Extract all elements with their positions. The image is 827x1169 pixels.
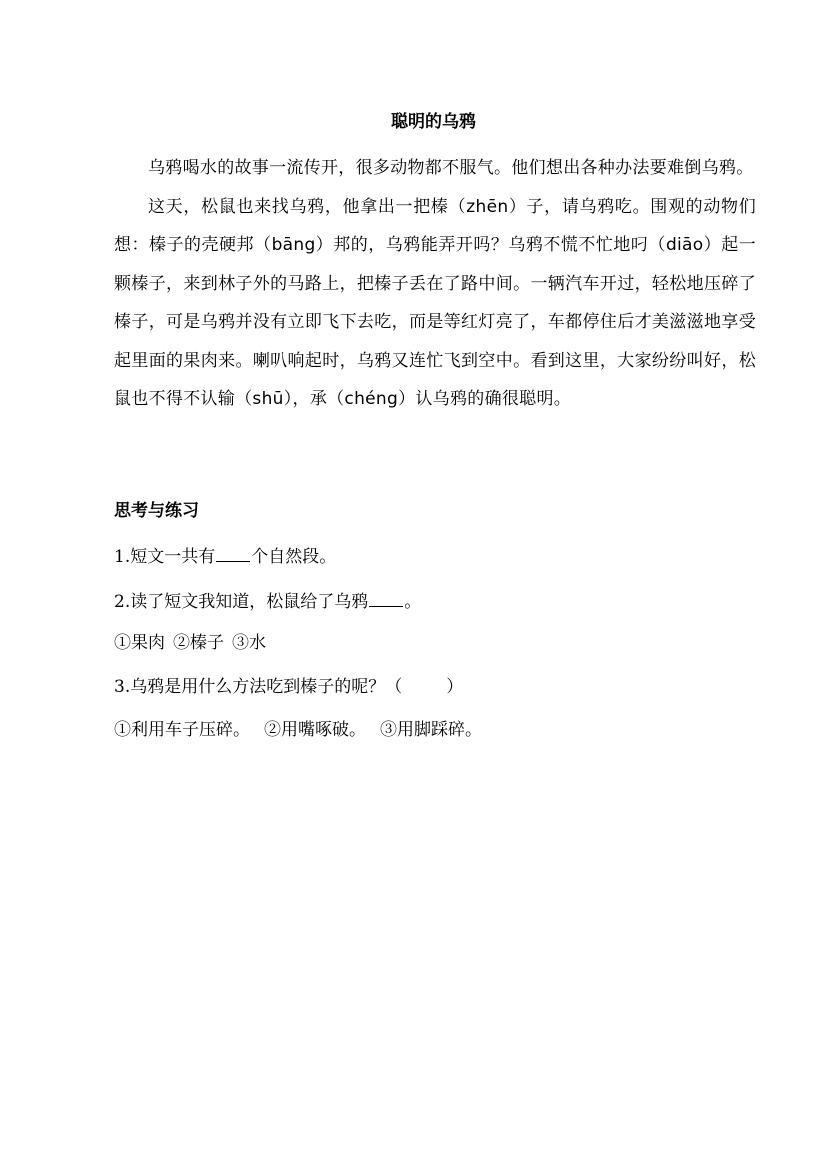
- option-3[interactable]: ③水: [232, 633, 266, 653]
- question-text: 个自然段。: [251, 547, 337, 567]
- paragraph-text: ），承（: [283, 389, 345, 409]
- question-text: ）: [446, 677, 464, 697]
- question-2-options: [114, 631, 266, 655]
- option-3[interactable]: ③用脚踩碎。: [380, 720, 482, 740]
- option-2[interactable]: ②用嘴啄破。: [264, 720, 366, 740]
- answer-blank[interactable]: [369, 588, 403, 607]
- story-paragraph-2: [114, 188, 756, 419]
- answer-blank[interactable]: [216, 543, 250, 562]
- page-title: 聪明的乌鸦: [391, 112, 476, 132]
- option-1[interactable]: ①果肉: [114, 633, 165, 653]
- question-text: 2.读了短文我知道，松鼠给了乌鸦: [114, 592, 369, 612]
- pinyin-annotation: chéng: [344, 389, 399, 409]
- paragraph-text: ）认乌鸦的确很聪明。: [398, 389, 572, 409]
- story-body: [114, 149, 756, 419]
- exercise-heading: 思考与练习: [114, 501, 199, 521]
- paragraph-text: 这天，松鼠也来找乌鸦，他拿出一把榛（: [148, 196, 467, 217]
- question-text: 。: [404, 592, 422, 612]
- pinyin-annotation: diāo: [665, 235, 704, 255]
- pinyin-annotation: shū: [252, 389, 284, 409]
- question-3-options: [114, 718, 482, 742]
- question-text: 3.乌鸦是用什么方法吃到榛子的呢？（: [114, 677, 403, 697]
- paragraph-text: ）起一颗榛子，来到林子外的马路上，把榛子丢在了路中间。一辆汽车开过，轻松地压碎了榛子，可是乌鸦并没有立即飞下去吃，而是等红灯亮了，车都停住后才美滋滋地享受起里面的果肉来。喇叭响起时，乌鸦又连忙飞到空中。看到这里，大家纷纷叫好，松鼠也不得不认输（: [114, 235, 757, 409]
- paragraph-text: 乌鸦喝水的故事一流传开，很多动物都不服气。他们想出各种办法要难倒乌鸦。: [148, 158, 754, 178]
- pinyin-annotation: zhēn: [466, 196, 509, 217]
- story-paragraph-1: [114, 149, 756, 188]
- pinyin-annotation: bāng: [271, 235, 316, 255]
- question-2: [114, 588, 421, 614]
- paragraph-text: ）子，请乌鸦吃。围观的动物们想：榛子的壳硬邦（: [114, 196, 756, 255]
- question-text: 1.短文一共有: [114, 547, 216, 567]
- paragraph-text: ）邦的，乌鸦能弄开吗？乌鸦不慌不忙地叼（: [315, 235, 666, 255]
- option-1[interactable]: ①利用车子压碎。: [114, 720, 250, 740]
- option-2[interactable]: ②榛子: [173, 633, 224, 653]
- question-1: [114, 543, 336, 569]
- question-3: [114, 675, 463, 699]
